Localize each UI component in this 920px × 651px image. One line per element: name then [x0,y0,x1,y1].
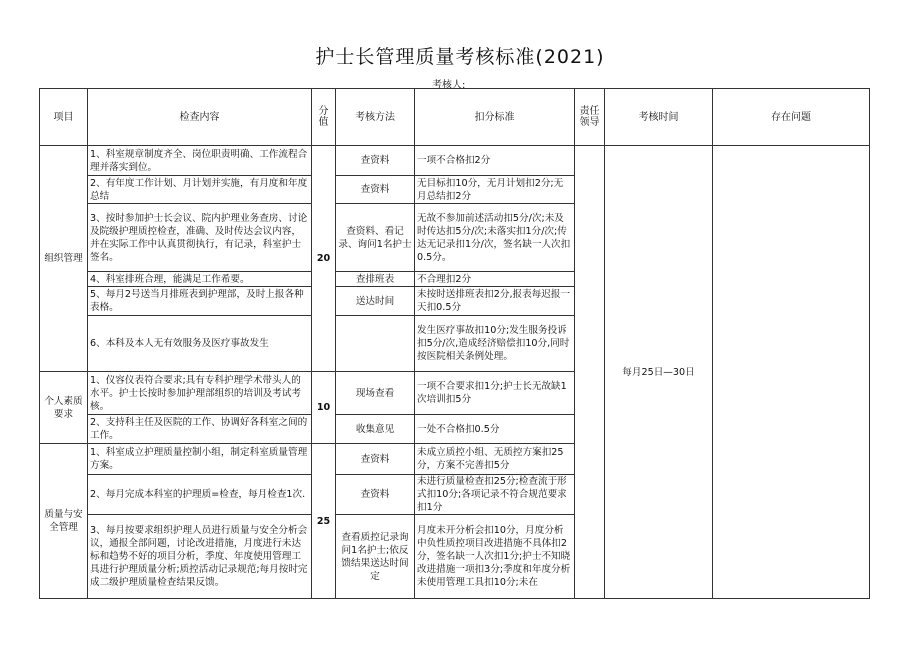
issues-cell [713,146,870,599]
review-method: 查资料、看记录、询问1名护士 [336,204,415,272]
header-row [40,89,870,146]
review-method: 收集意见 [336,415,415,444]
check-content: 5、每月2号送当月排班表到护理部，及时上报各种表格。 [88,287,312,316]
group-score: 20 [312,146,336,372]
check-content: 3、按时参加护士长会议、院内护理业务查房、讨论及院级护理质控检查，准确、及时传达会议内容，并在实际工作中认真贯彻执行，有记录，科室护士签名。 [88,204,312,272]
deduction-standard: 一项不合要求扣1分;护士长无故缺1次培训扣5分 [415,372,575,415]
deduction-standard: 无故不参加前述活动扣5分/次;未及时传达扣5分/次;未落实扣1分/次;传达无记录扣1分/次，签名缺一人次扣0.5分。 [415,204,575,272]
header-content: 检查内容 [88,89,312,146]
check-content: 1、科室规章制度齐全、岗位职责明确、工作流程合理并落实到位。 [88,146,312,176]
deduction-standard: 无目标扣10分，无月计划扣2分;无月总结扣2分 [415,176,575,204]
header-time: 考核时间 [605,89,713,146]
assessment-table [39,88,870,599]
group-score: 10 [312,372,336,444]
review-method: 查资料 [336,176,415,204]
deduction-standard: 一项不合格扣2分 [415,146,575,176]
review-method [336,316,415,372]
review-method: 查资料 [336,475,415,515]
document-title: 护士长管理质量考核标准(2021) [315,46,605,68]
deduction-standard: 未进行质量检查扣25分;检查流于形式扣10分;各项记录不符合规范要求扣1分 [415,475,575,515]
deduction-standard: 月度未开分析会扣10分，月度分析中负性质控项目改进措施不具体扣2分，签名缺一人次扣1分;护士不知晓改进措施一项扣3分;季度和年度分析未使用管理工具扣10分;未在 [415,515,575,599]
check-content: 4、科室排班合理，能满足工作希要。 [88,272,312,287]
review-method: 送达时间 [336,287,415,316]
review-method: 查资料 [336,146,415,176]
check-content: 2、支持科主任及医院的工作、协调好各科室之间的工作。 [88,415,312,444]
review-method: 查排班表 [336,272,415,287]
check-content: 2、有年度工作计划、月计划并实施，有月度和年度总结 [88,176,312,204]
header-issues: 存在问题 [713,89,870,146]
group-name: 质量与安全管理 [40,444,88,599]
reviewer-label: 考核人: [432,80,466,91]
table-row [40,146,870,176]
check-content: 3、每月按要求组织护理人员进行质量与安全分析会议，通报全部问题，讨论改进措施，月度进行未达标和趋势不好的项目分析，季度、年度使用管理工具进行护理质量分析;质控活动记录规范;每月按时完成二级护理质量检查结果反馈。 [88,515,312,599]
group-name: 组织管理 [40,146,88,372]
deduction-standard: 未成立质控小组、无质控方案扣25分，方案不完善扣5分 [415,444,575,475]
review-time: 每月25日—30日 [605,146,713,599]
group-name: 个人素质要求 [40,372,88,444]
deduction-standard: 一处不合格扣0.5分 [415,415,575,444]
header-leader: 责任领导 [575,89,605,146]
check-content: 1、仪容仪表符合要求;具有专科护理学术带头人的水平。护士长按时参加护理部组织的培训及考试考核。 [88,372,312,415]
review-method: 现场查看 [336,372,415,415]
check-content: 1、科室成立护理质量控制小组，制定科室质量管理方案。 [88,444,312,475]
check-content: 2、每月完成本科室的护理质=检查，每月检查1次. [88,475,312,515]
deduction-standard: 发生医疗事故扣10分;发生服务投诉扣5分/次,造成经济赔偿扣10分,同时按医院相关条例处理。 [415,316,575,372]
review-method: 查资料 [336,444,415,475]
deduction-standard: 未按时送排班表扣2分,报表每迟报一天扣0.5分 [415,287,575,316]
header-score: 分值 [312,89,336,146]
header-method: 考核方法 [336,89,415,146]
responsible-leader-cell [575,146,605,599]
check-content: 6、本科及本人无有效服务及医疗事故发生 [88,316,312,372]
group-score: 25 [312,444,336,599]
header-item: 项目 [40,89,88,146]
deduction-standard: 不合理扣2分 [415,272,575,287]
review-method: 查看质控记录询问1名护士;依反馈结果送达时间定 [336,515,415,599]
header-deduction: 扣分标准 [415,89,575,146]
